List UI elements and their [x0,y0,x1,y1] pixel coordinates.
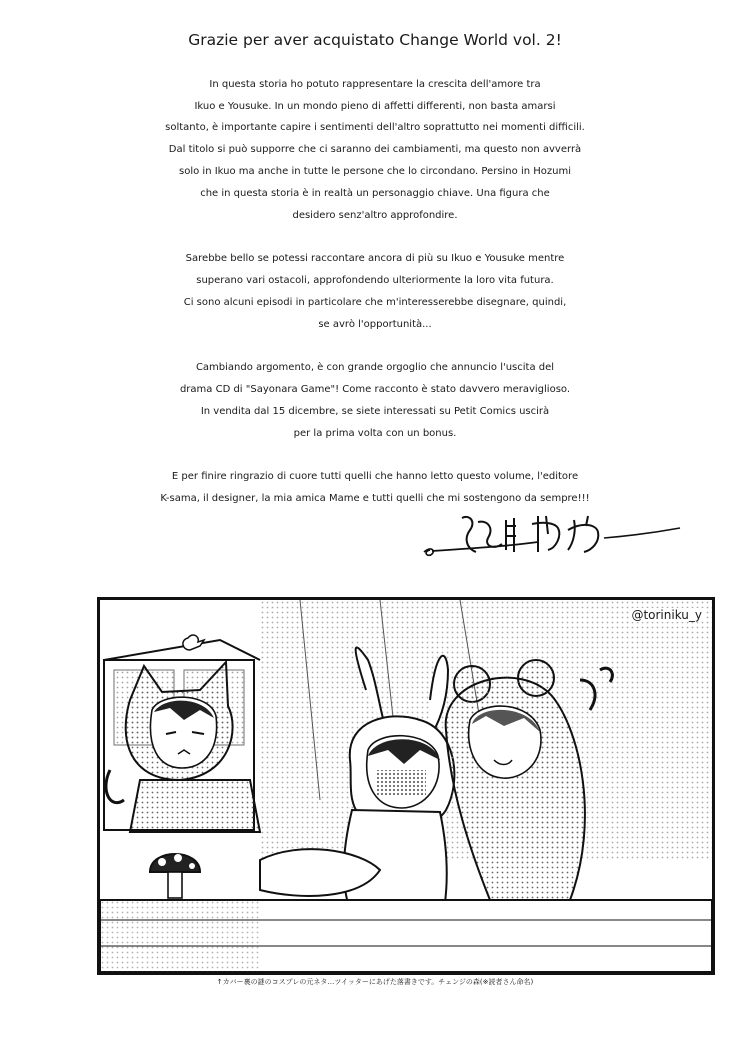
afterword-letter [0,30,750,532]
letter-line: Ikuo e Yousuke. In un mondo pieno di affetti differenti, non basta amarsi [194,100,556,112]
letter-line: Ci sono alcuni episodi in particolare che m'interesserebbe disegnare, quindi, [183,296,567,308]
letter-line: se avrò l'opportunità... [318,318,432,330]
letter-line: che in questa storia è in realtà un personaggio chiave. Una figura che [200,187,550,199]
illustration-caption: ↑カバー裏の謎のコスプレの元ネタ…ツイッターにあげた落書きです。チェンジの森(※読者さん命名) [216,978,534,986]
author-signature [418,508,708,572]
artist-handle: @toriniku_y [631,608,702,622]
signature-scribble-icon [418,508,708,572]
letter-line: solo in Ikuo ma anche in tutte le persone che lo circondano. Persino in Hozumi [179,165,571,177]
letter-line: per la prima volta con un bonus. [293,427,457,439]
letter-line: E per finire ringrazio di cuore tutti quelli che hanno letto questo volume, l'editore [171,471,579,483]
letter-line: Dal titolo si può supporre che ci saranno dei cambiamenti, ma questo non avverrà [168,144,582,156]
letter-title: Grazie per aver acquistato Change World vol. 2! [188,31,562,49]
letter-paragraph-1 [0,74,750,227]
letter-line: Cambiando argomento, è con grande orgoglio che annuncio l'uscita del [195,362,555,374]
letter-line: Sarebbe bello se potessi raccontare ancora di più su Ikuo e Yousuke mentre [185,253,565,265]
letter-line: In vendita dal 15 dicembre, se siete interessati su Petit Comics uscirà [200,405,550,417]
cosplay-illustration [97,597,715,975]
letter-paragraph-3 [0,357,750,444]
illustration-drawing [100,600,712,972]
letter-paragraph-4 [0,466,750,510]
letter-line: drama CD di "Sayonara Game"! Come racconto è stato davvero meraviglioso. [179,383,571,395]
letter-line: In questa storia ho potuto rappresentare la crescita dell'amore tra [209,78,541,90]
letter-line: desidero senz'altro approfondire. [292,209,458,221]
letter-paragraph-2 [0,248,750,335]
letter-line: K-sama, il designer, la mia amica Mame e tutti quelli che mi sostengono da sempre!!! [160,492,590,504]
letter-line: superano vari ostacoli, approfondendo ulteriormente la loro vita futura. [196,274,554,286]
letter-line: soltanto, è importante capire i sentimenti dell'altro soprattutto nei momenti difficili. [165,122,585,134]
